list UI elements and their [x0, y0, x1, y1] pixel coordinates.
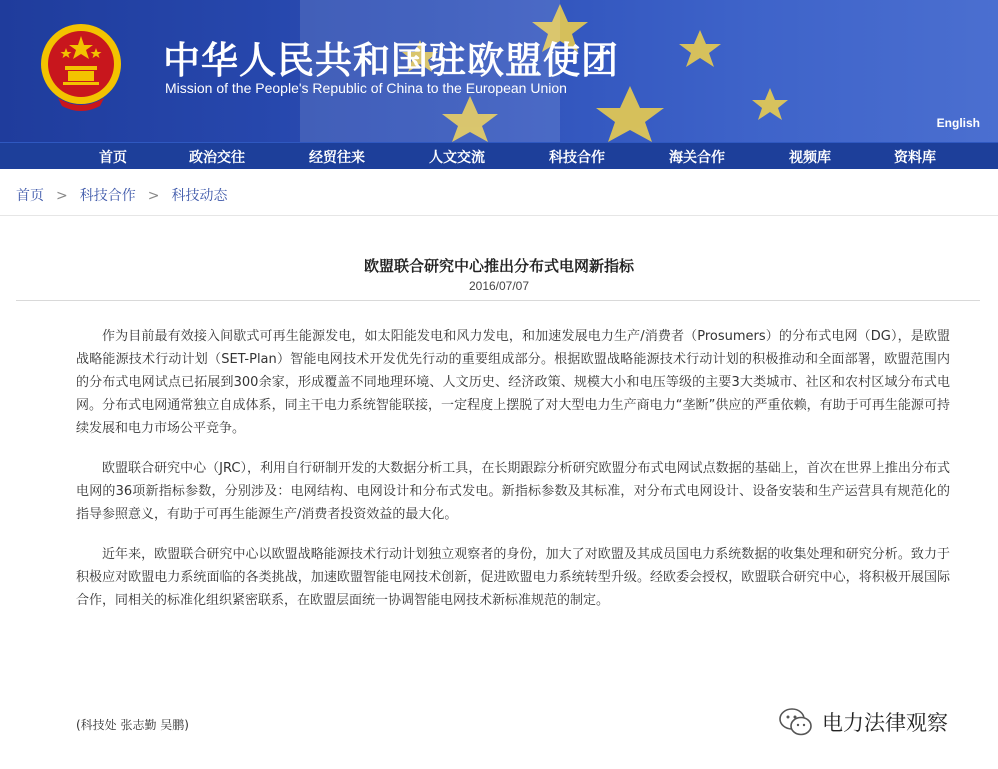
article-body [76, 325, 950, 629]
breadcrumb [16, 185, 227, 205]
national-emblem-logo [38, 20, 124, 112]
main-nav [0, 142, 998, 169]
english-language-link[interactable]: English [936, 116, 980, 130]
article-paragraph: 近年来，欧盟联合研究中心以欧盟战略能源技术行动计划独立观察者的身份，加大了对欧盟及其成员国电力系统数据的收集处理和研究分析。致力于积极应对欧盟电力系统面临的各类挑战，加速欧盟智能电网技术创新，促进欧盟电力系统转型升级。经欧委会授权，欧盟联合研究中心，将积极开展国际合作，同相关的标准化组织紧密联系，在欧盟层面统一协调智能电网技术新标准规范的制定。 [76, 547, 950, 608]
nav-item-documents[interactable]: 资料库 [894, 150, 936, 166]
nav-item-culture[interactable]: 人文交流 [429, 150, 485, 166]
article-title: 欧盟联合研究中心推出分布式电网新指标 [363, 257, 634, 275]
site-title-chinese: 中华人民共和国驻欧盟使团 [163, 39, 619, 82]
nav-item-customs[interactable]: 海关合作 [669, 150, 725, 166]
watermark-text: 电力法律观察 [822, 711, 948, 735]
nav-item-science-tech[interactable]: 科技合作 [549, 150, 605, 166]
nav-item-economy-trade[interactable]: 经贸往来 [309, 150, 365, 166]
breadcrumb-tech-news[interactable]: 科技动态 [171, 188, 228, 204]
article-paragraph: 欧盟联合研究中心（JRC），利用自行研制开发的大数据分析工具，在长期跟踪分析研究欧盟分布式电网试点数据的基础上，首次在世界上推出分布式电网的36项新指标参数，分别涉及：电网结构、电网设计和分布式发电。新指标参数及其标准，对分布式电网设计、设备安装和生产运营具有规范化的指导参照意义，有助于可再生能源生产/消费者投资效益的最大化。 [76, 461, 950, 522]
nav-item-politics[interactable]: 政治交往 [189, 150, 245, 166]
breadcrumb-home[interactable]: 首页 [16, 188, 44, 204]
breadcrumb-separator: > [56, 188, 68, 204]
divider [0, 215, 998, 216]
breadcrumb-separator: > [147, 188, 160, 204]
nav-item-video[interactable]: 视频库 [789, 150, 831, 166]
site-title-english: Mission of the People's Republic of China to the European Union [165, 80, 567, 96]
title-divider [16, 300, 980, 301]
article-paragraph: 作为目前最有效接入间歇式可再生能源发电，如太阳能发电和风力发电，和加速发展电力生产/消费者（Prosumers）的分布式电网（DG），是欧盟战略能源技术行动计划（SET-Plan）智能电网技术开发优先行动的重要组成部分。根据欧盟战略能源技术行动计划的积极推动和全面部署，欧盟范围内的分布式电网试点已拓展到300余家，形成覆盖不同地理环境、人文历史、经济政策、规模大小和电压等级的主要3大类城市、社区和农村区域分布式电网。分布式电网通常独立自成体系，同主干电力系统智能联接，一定程度上摆脱了对大型电力生产商电力“垄断”供应的严重依赖，有助于可再生能源可持续发展和电力市场公平竞争。 [76, 329, 950, 436]
breadcrumb-science-tech[interactable]: 科技合作 [79, 188, 136, 204]
article-date: 2016/07/07 [468, 279, 530, 293]
header-banner [0, 0, 998, 142]
wechat-icon [778, 707, 814, 737]
wechat-watermark [778, 707, 948, 737]
nav-item-home[interactable]: 首页 [99, 150, 127, 166]
article-author: (科技处 张志勤 吴鹏) [76, 718, 189, 732]
